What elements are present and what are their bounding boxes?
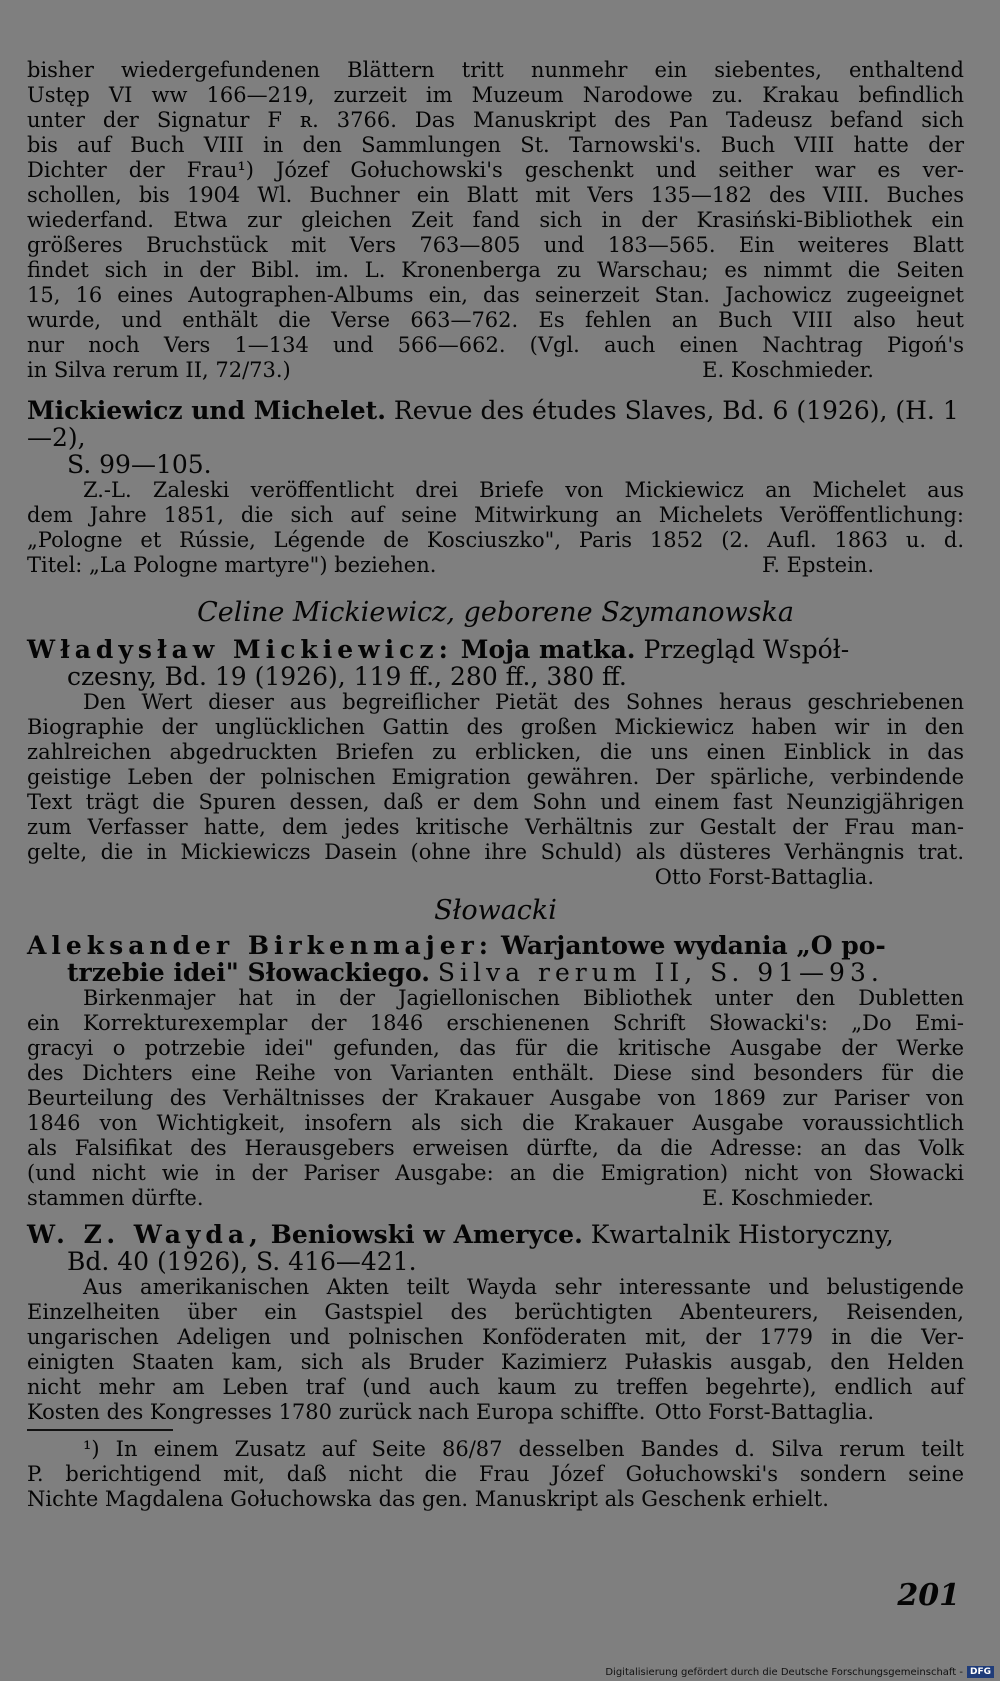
text-line: Dichter der Frau¹) Józef Gołuchowski's geschenkt und seither war es ver- xyxy=(27,158,964,182)
entry-title-cont: trzebie idei" Słowackiego. xyxy=(67,958,430,987)
text-line: bisher wiedergefundenen Blättern tritt nunmehr ein siebentes, enthaltend xyxy=(27,58,964,82)
text-line: 15, 16 eines Autographen-Albums ein, das seinerzeit Stan. Jachowicz zugeeignet xyxy=(27,283,964,307)
text-line: findet sich in der Bibl. im. L. Kronenberga zu Warschau; es nimmt die Seiten xyxy=(27,258,964,282)
entry-beniowski-text xyxy=(27,1275,964,1425)
text-line: nicht mehr am Leben traf (und auch kaum zu treffen begehrte), endlich auf xyxy=(27,1375,964,1399)
entry-source-cont: S. 99—105. xyxy=(67,450,212,479)
text-line: als Falsifikat des Herausgebers erweisen dürfte, da die Adresse: an das Volk xyxy=(27,1136,964,1160)
entry-source: Silva rerum II, S. 91—93. xyxy=(437,958,884,987)
text-line: unter der Signatur F ʀ. 3766. Das Manuskript des Pan Tadeusz befand sich xyxy=(27,108,964,132)
last-line xyxy=(27,1186,964,1211)
page-body xyxy=(27,58,964,1512)
page-number: 201 xyxy=(897,1578,960,1613)
entry-author: Władysław Mickiewicz: xyxy=(27,635,453,664)
dfg-logo: DFG xyxy=(967,1666,994,1678)
text-line: geistige Leben der polnischen Emigration gewähren. Der spärliche, verbindende xyxy=(27,765,964,789)
text-line: ungarischen Adeligen und polnischen Konföderaten mit, der 1779 in die Ver- xyxy=(27,1325,964,1349)
entry-source-cont: Bd. 40 (1926), S. 416—421. xyxy=(67,1247,417,1276)
text-line: Z.-L. Zaleski veröffentlicht drei Briefe von Mickiewicz an Michelet aus xyxy=(83,478,964,502)
entry-title: Beniowski w Ameryce. xyxy=(270,1220,583,1249)
digitization-credit xyxy=(605,1666,994,1678)
text-line: zahlreichen abgedruckten Briefen zu erblicken, die uns einen Einblick in das xyxy=(27,740,964,764)
text-line: Kosten des Kongresses 1780 zurück nach Europa schiffte. xyxy=(27,1400,646,1424)
entry-title: Mickiewicz und Michelet. xyxy=(27,396,386,425)
text-line: gelte, die in Mickiewiczs Dasein (ohne ihre Schuld) als düsteres Verhängnis trat. xyxy=(27,840,964,864)
last-line xyxy=(27,865,964,890)
text-line: (und nicht wie in der Pariser Ausgabe: an die Emigration) nicht von Słowacki xyxy=(27,1161,964,1185)
last-line xyxy=(27,358,964,383)
text-line: wiederfand. Etwa zur gleichen Zeit fand sich in der Krasiński-Bibliothek ein xyxy=(27,208,964,232)
entry-pan-tadeusz-text xyxy=(27,58,964,383)
text-line: Text trägt die Spuren dessen, daß er dem Sohn und einem fast Neunzigjährigen xyxy=(27,790,964,814)
entry-author: W. Z. Wayda, xyxy=(27,1220,263,1249)
entry-title: Moja matka. xyxy=(460,635,636,664)
entry-title: Warjantowe wydania „O po- xyxy=(501,931,886,960)
text-line: Einzelheiten über ein Gastspiel des berüchtigten Abenteurers, Reisenden, xyxy=(27,1300,964,1324)
entry-author: Aleksander Birkenmajer: xyxy=(27,931,494,960)
entry-heading xyxy=(27,1221,964,1275)
entry-source-cont: czesny, Bd. 19 (1926), 119 ff., 280 ff., 380 ff. xyxy=(67,662,627,691)
text-line: stammen dürfte. xyxy=(27,1186,204,1210)
section-heading: Celine Mickiewicz, geborene Szymanowska xyxy=(197,597,794,628)
text-line: einigten Staaten kam, sich als Bruder Kazimierz Pułaskis ausgab, den Helden xyxy=(27,1350,964,1374)
entry-source: Kwartalnik Historyczny, xyxy=(590,1220,894,1249)
text-line: „Pologne et Rússie, Légende de Kosciuszko", Paris 1852 (2. Aufl. 1863 u. d. xyxy=(27,528,964,552)
entry-heading xyxy=(27,932,964,986)
text-line: wurde, und enthält die Verse 663—762. Es fehlen an Buch VIII also heut xyxy=(27,308,964,332)
text-line: Den Wert dieser aus begreiflicher Pietät des Sohnes heraus geschriebenen xyxy=(83,690,964,714)
footnote-divider xyxy=(27,1429,173,1431)
entry-michelet-text xyxy=(27,478,964,578)
entry-source: Revue des études Slaves, Bd. 6 (1926), (H. 1—2), xyxy=(27,396,959,452)
footnote xyxy=(27,1437,964,1512)
entry-source: Przegląd Współ- xyxy=(643,635,850,664)
author-signature: F. Epstein. xyxy=(762,553,874,577)
author-signature: E. Koschmieder. xyxy=(702,1186,874,1210)
text-line: des Dichters eine Reihe von Varianten enthält. Diese sind besonders für die xyxy=(27,1061,964,1085)
text-line: bis auf Buch VIII in den Sammlungen St. Tarnowski's. Buch VIII hatte der xyxy=(27,133,964,157)
text-line: Ustęp VI ww 166—219, zurzeit im Muzeum Narodowe zu. Krakau befindlich xyxy=(27,83,964,107)
text-line: schollen, bis 1904 Wl. Buchner ein Blatt mit Vers 135—182 des VIII. Buches xyxy=(27,183,964,207)
text-line: Aus amerikanischen Akten teilt Wayda sehr interessante und belustigende xyxy=(83,1275,964,1299)
author-signature: Otto Forst-Battaglia. xyxy=(654,1400,874,1424)
author-signature: E. Koschmieder. xyxy=(702,358,874,382)
text-line: Birkenmajer hat in der Jagiellonischen Bibliothek unter den Dubletten xyxy=(83,986,964,1010)
entry-moja-matka-text xyxy=(27,690,964,890)
section-heading: Słowacki xyxy=(434,895,557,926)
text-line: dem Jahre 1851, die sich auf seine Mitwirkung an Michelets Veröffentlichung: xyxy=(27,503,964,527)
text-line: nur noch Vers 1—134 und 566—662. (Vgl. auch einen Nachtrag Pigoń's xyxy=(27,333,964,357)
text-line: P. berichtigend mit, daß nicht die Frau Józef Gołuchowski's sondern seine xyxy=(27,1462,964,1486)
author-signature: Otto Forst-Battaglia. xyxy=(654,865,874,889)
text-line: zum Verfasser hatte, dem jedes kritische Verhältnis zur Gestalt der Frau man- xyxy=(27,815,964,839)
credit-text: Digitalisierung gefördert durch die Deutsche Forschungsgemeinschaft - xyxy=(605,1666,963,1678)
text-line: Beurteilung des Verhältnisses der Krakauer Ausgabe von 1869 zur Pariser von xyxy=(27,1086,964,1110)
text-line: größeres Bruchstück mit Vers 763—805 und 183—565. Ein weiteres Blatt xyxy=(27,233,964,257)
entry-slowacki-text xyxy=(27,986,964,1211)
entry-heading xyxy=(27,397,964,478)
text-line: Biographie der unglücklichen Gattin des großen Mickiewicz haben wir in den xyxy=(27,715,964,739)
last-line xyxy=(27,1487,964,1512)
text-line: ein Korrekturexemplar der 1846 erschienenen Schrift Słowacki's: „Do Emi- xyxy=(27,1011,964,1035)
last-line xyxy=(27,1400,964,1425)
text-line: Titel: „La Pologne martyre") beziehen. xyxy=(27,553,437,577)
text-line: Nichte Magdalena Gołuchowska das gen. Manuskript als Geschenk erhielt. xyxy=(27,1487,829,1511)
text-line: 1846 von Wichtigkeit, insofern als sich die Krakauer Ausgabe voraussichtlich xyxy=(27,1111,964,1135)
text-line: in Silva rerum II, 72/73.) xyxy=(27,358,291,382)
last-line xyxy=(27,553,964,578)
text-line: gracyi o potrzebie idei" gefunden, das für die kritische Ausgabe der Werke xyxy=(27,1036,964,1060)
entry-heading xyxy=(27,636,964,690)
text-line: ¹) In einem Zusatz auf Seite 86/87 desselben Bandes d. Silva rerum teilt xyxy=(83,1437,964,1461)
